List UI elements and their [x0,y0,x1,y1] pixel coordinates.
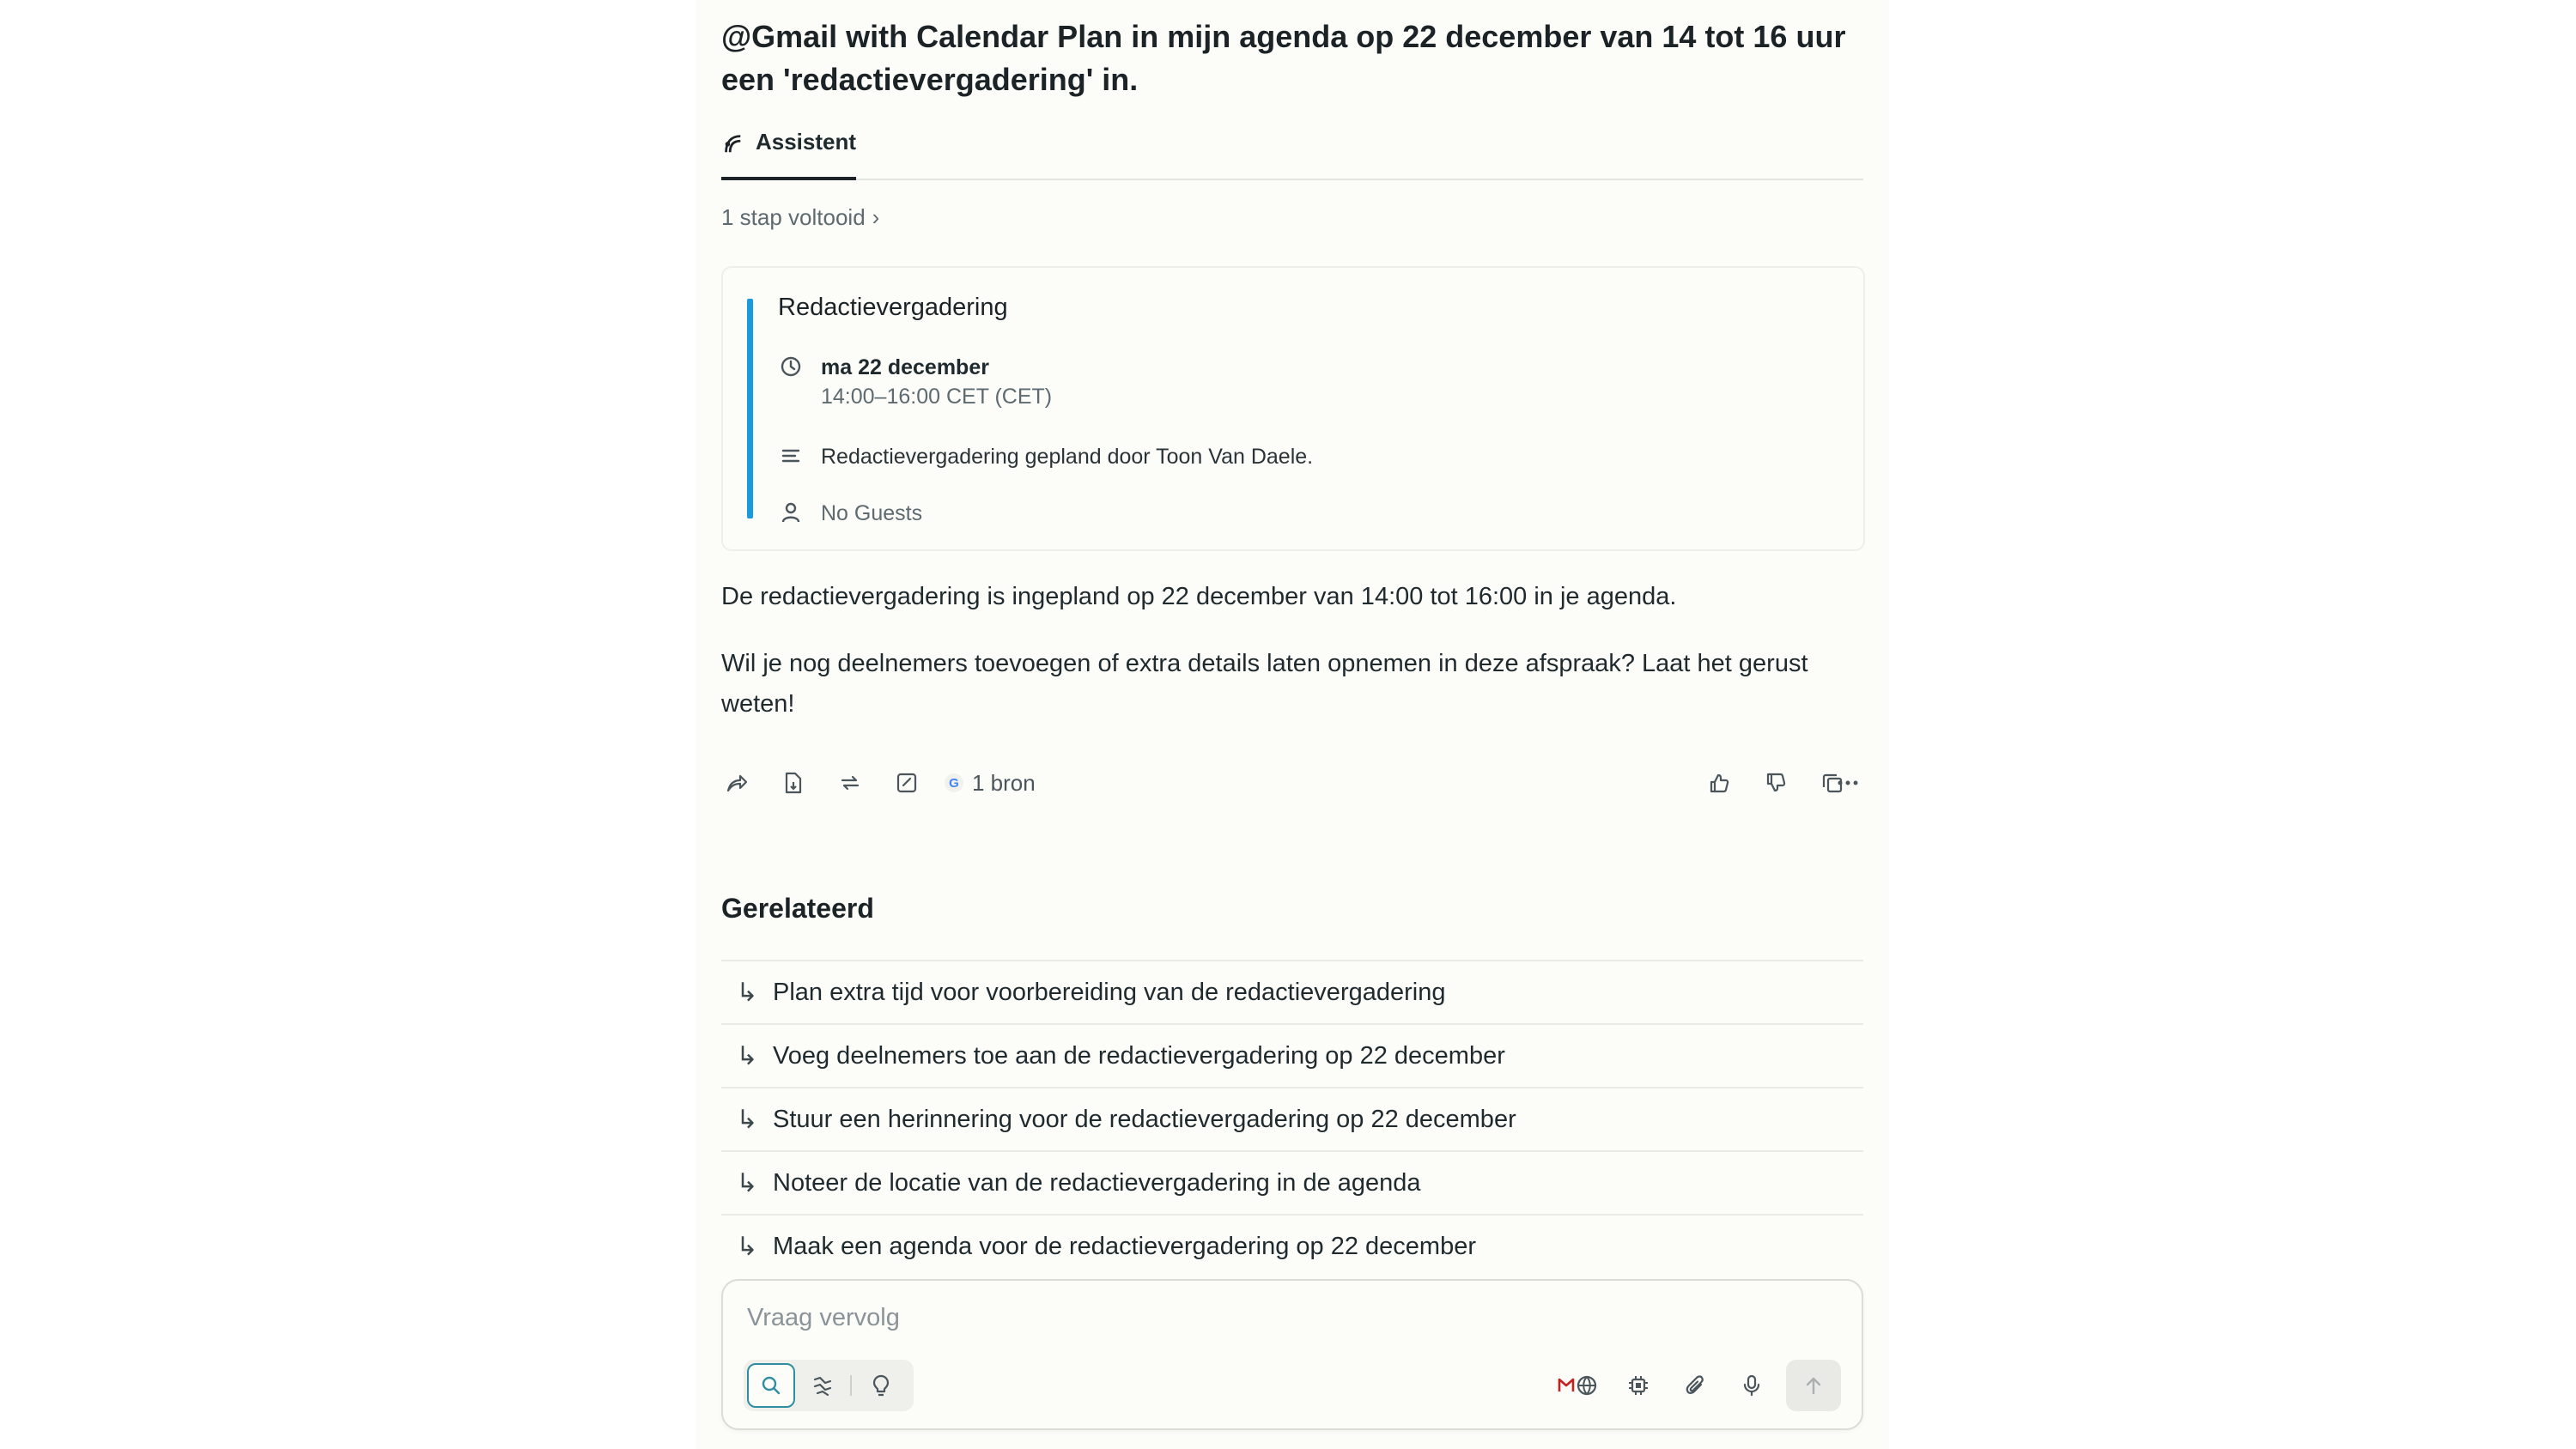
reply-arrow-icon: ↳ [736,978,758,1007]
reply-arrow-icon: ↳ [736,1041,758,1070]
related-item[interactable] [721,1023,1863,1087]
related-item[interactable] [721,960,1863,1023]
event-time: 14:00–16:00 CET (CET) [821,385,1053,409]
lightbulb-icon [871,1373,891,1397]
paperclip-icon [1684,1373,1706,1397]
steps-label: 1 stap voltooid [721,204,866,230]
event-guests: No Guests [821,501,923,525]
answer-paragraph-2: Wil je nog deelnemers toevoegen of extra details laten opnemen in deze afspraak? Laat het gerust weten! [721,650,1808,718]
sources-button[interactable] [945,766,1036,800]
research-mode-button[interactable] [799,1363,847,1408]
event-datetime-row [778,354,1052,412]
chevron-right-icon: › [872,204,880,230]
related-item-label: Stuur een herinnering voor de redactievergadering op 22 december [773,1105,1516,1133]
answer-action-bar [721,762,1863,803]
related-item[interactable] [721,1214,1863,1277]
thumbs-down-icon[interactable] [1760,767,1791,798]
thread-column [696,0,1889,1449]
answer-paragraph-1: De redactievergadering is ingepland op 22 december van 14:00 tot 16:00 in je agenda. [721,583,1677,610]
search-mode-button[interactable] [747,1363,795,1408]
labs-mode-button[interactable] [857,1363,905,1408]
mode-separator [850,1375,852,1396]
more-icon[interactable] [1832,767,1863,798]
related-item-label: Maak een agenda voor de redactievergadering op 22 december [773,1232,1476,1260]
send-button[interactable] [1786,1360,1841,1411]
voice-button[interactable] [1733,1367,1771,1404]
thread-content [721,0,1863,1449]
related-item[interactable] [721,1150,1863,1214]
related-heading: Gerelateerd [721,893,874,924]
event-description: Redactievergadering gepland door Toon Van Daele. [821,445,1314,469]
event-accent-bar [747,299,753,518]
steps-toggle[interactable] [721,204,879,231]
event-date: ma 22 december [821,355,989,379]
related-item-label: Voeg deelnemers toe aan de redactievergadering op 22 december [773,1041,1505,1070]
google-icon: G [945,773,963,792]
clock-icon [778,354,804,379]
model-button[interactable] [1619,1367,1657,1404]
attach-button[interactable] [1676,1367,1714,1404]
tab-assistant-label: Assistent [755,129,856,155]
arrow-up-icon [1804,1375,1823,1396]
related-item-label: Plan extra tijd voor voorbereiding van de redactievergadering [773,978,1446,1006]
reply-arrow-icon: ↳ [736,1168,758,1197]
related-item-label: Noteer de locatie van de redactievergadering in de agenda [773,1168,1421,1197]
calendar-event-card[interactable] [721,266,1865,551]
tab-bar [721,129,1863,180]
follow-up-input[interactable] [745,1298,1522,1337]
description-icon [778,443,804,469]
event-guests-row [778,500,922,527]
follow-up-composer [721,1279,1863,1430]
microphone-icon [1741,1373,1762,1397]
check-square-icon[interactable] [891,767,922,798]
mode-selector [744,1360,914,1411]
assistant-icon [721,132,744,155]
cpu-icon [1626,1373,1650,1397]
rewrite-icon[interactable] [835,767,866,798]
search-icon [760,1374,782,1397]
sources-label: 1 bron [972,769,1036,796]
related-item[interactable] [721,1087,1863,1150]
event-title: Redactievergadering [778,294,1008,321]
tab-assistant[interactable] [721,129,856,180]
research-icon [811,1374,834,1397]
export-icon[interactable] [778,767,809,798]
person-icon [778,500,804,525]
reply-arrow-icon: ↳ [736,1105,758,1134]
query-title: @Gmail with Calendar Plan in mijn agenda op 22 december van 14 tot 16 uur een 'redactievergadering' in. [721,19,1846,97]
share-icon[interactable] [721,767,752,798]
sources-gmail-globe-button[interactable] [1556,1367,1604,1404]
thumbs-up-icon[interactable] [1704,767,1735,798]
related-list [721,960,1863,1277]
event-description-row [778,443,1313,470]
gmail-globe-icon [1556,1373,1604,1398]
reply-arrow-icon: ↳ [736,1232,758,1261]
